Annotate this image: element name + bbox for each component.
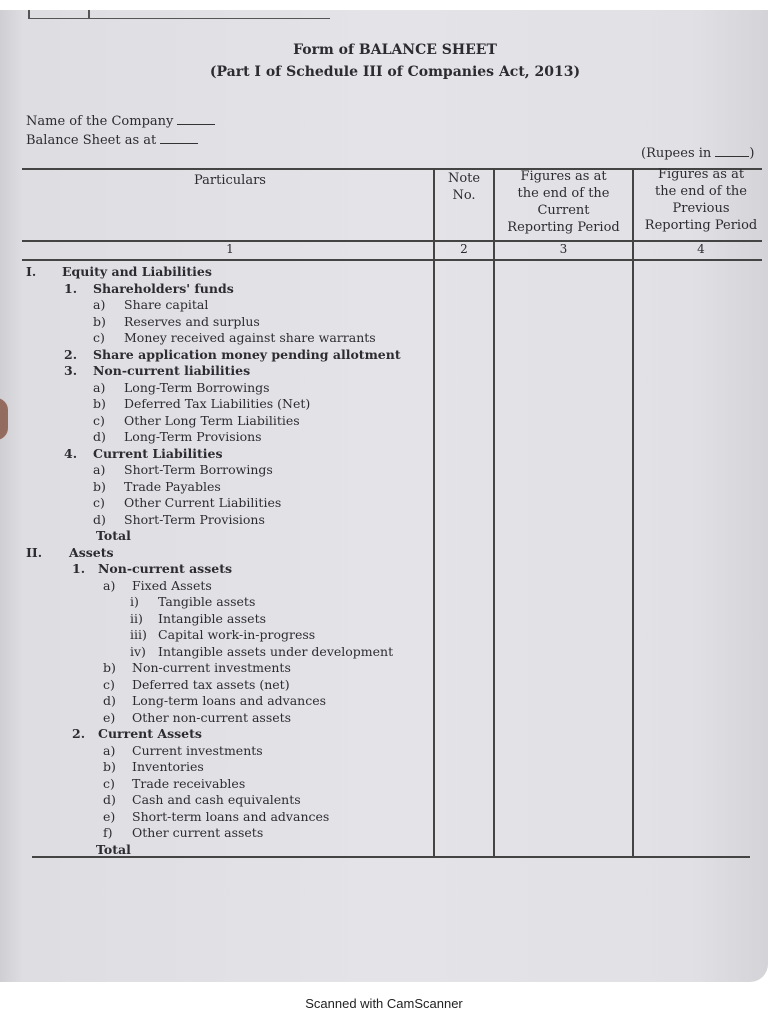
row-label: Other non-current assets [132,709,292,725]
header-line: Note [447,171,481,186]
rupees-unit [641,146,755,161]
company-name-line [26,114,215,129]
row-label: Long-Term Borrowings [124,379,270,395]
row-label: Short-Term Provisions [124,511,265,527]
rupees-blank [715,156,749,157]
row-marker: c) [103,775,115,791]
row-label: Current Assets [98,726,202,741]
header-line: Current [537,203,590,218]
row-marker: b) [103,759,116,774]
row-label: Inventories [132,759,204,774]
column-number-2: 2 [460,242,468,256]
row-marker: d) [93,429,106,444]
column-number-3: 3 [559,242,568,256]
row-marker: 1. [64,280,78,296]
row-label: Capital work-in-progress [158,627,316,642]
row-marker: c) [93,495,105,510]
row-marker: f) [103,825,113,840]
row-label: Deferred tax assets (net) [132,676,290,692]
row-label: Other current assets [132,825,264,840]
header-line: the end of the [517,186,610,201]
row-marker: 1. [72,561,86,576]
row-marker: a) [103,742,116,758]
row-label: Trade Payables [124,478,221,494]
row-label: Other Long Term Liabilities [124,412,300,428]
header-previous-period [634,166,768,234]
balance-date-label: Balance Sheet as at [26,133,157,148]
row-marker: c) [93,412,105,428]
row-marker: b) [93,478,106,494]
row-label: Trade receivables [132,775,246,791]
company-name-label: Name of the Company [26,114,174,129]
row-label: Current Liabilities [93,445,223,461]
header-line: Reporting Period [507,220,620,235]
row-marker: b) [93,396,106,411]
row-label: Equity and Liabilities [62,264,212,279]
row-label: Reserves and surplus [124,313,260,329]
form-subtitle: (Part I of Schedule III of Companies Act, 2013) [209,64,581,80]
row-marker: 3. [64,363,78,378]
row-marker: iii) [130,627,147,642]
row-label: Tangible assets [158,594,256,609]
balance-date-line [26,133,198,148]
row-marker: e) [103,709,116,725]
header-line: Figures as at [657,167,745,182]
row-label: Share capital [124,297,209,312]
column-number-rule [22,259,762,261]
row-label: Cash and cash equivalents [132,792,301,807]
header-line: Reporting Period [644,218,758,233]
row-label: Intangible assets [158,610,267,626]
header-line: Particulars [194,173,266,188]
row-label: Fixed Assets [132,577,212,593]
column-divider-2 [493,168,495,857]
header-current-period [495,168,632,236]
row-label: Assets [69,544,114,560]
row-marker: e) [103,808,116,824]
row-label: Non-current liabilities [93,363,251,378]
row-marker: d) [93,511,106,527]
row-marker: a) [93,297,106,312]
row-label: Long-term loans and advances [132,693,327,708]
row-marker: b) [103,660,116,675]
row-label: Total [96,841,131,857]
row-marker: 2. [64,346,78,362]
row-label: Short-Term Borrowings [124,462,273,477]
previous-table-edge [28,10,330,19]
row-label: Money received against share warrants [124,330,376,345]
header-line: No. [452,188,476,203]
row-label: Share application money pending allotment [93,346,401,362]
row-label: Non-current assets [98,561,233,576]
header-particulars [30,172,430,189]
row-label: Current investments [132,742,263,758]
table-bottom-rule [32,856,750,858]
column-divider-3 [632,168,634,857]
row-marker: I. [26,264,37,279]
row-label: Shareholders' funds [93,280,234,296]
header-line: Figures as at [520,169,607,184]
header-note-no [435,170,493,204]
row-marker: i) [130,594,139,609]
row-label: Non-current investments [132,660,291,675]
company-name-blank [177,124,215,125]
row-marker: c) [103,676,115,692]
row-marker: a) [93,462,106,477]
row-marker: a) [103,577,116,593]
row-marker: ii) [130,610,143,626]
column-number-1: 1 [226,242,234,256]
row-marker: d) [103,792,116,807]
column-divider-1 [433,168,435,857]
row-marker: b) [93,313,106,329]
row-label: Intangible assets under development [158,643,394,659]
row-marker: iv) [130,643,146,659]
row-label: Other Current Liabilities [124,495,282,510]
form-title: Form of BALANCE SHEET [293,42,497,58]
row-marker: a) [93,379,106,395]
row-label: Total [96,528,131,543]
balance-date-blank [160,143,198,144]
row-label: Short-term loans and advances [132,808,330,824]
header-line: the end of the [654,184,747,199]
header-line: Previous [672,201,730,216]
row-marker: c) [93,330,105,345]
row-marker: 2. [72,726,86,741]
column-number-4: 4 [697,242,705,256]
row-label: Long-Term Provisions [124,429,262,444]
row-marker: 4. [64,445,78,461]
row-label: Deferred Tax Liabilities (Net) [124,396,311,411]
rupees-label: (Rupees in [641,146,712,161]
scanner-watermark: Scanned with CamScanner [305,996,463,1011]
row-marker: d) [103,693,116,708]
rupees-close: ) [749,146,755,161]
row-marker: II. [26,544,43,560]
